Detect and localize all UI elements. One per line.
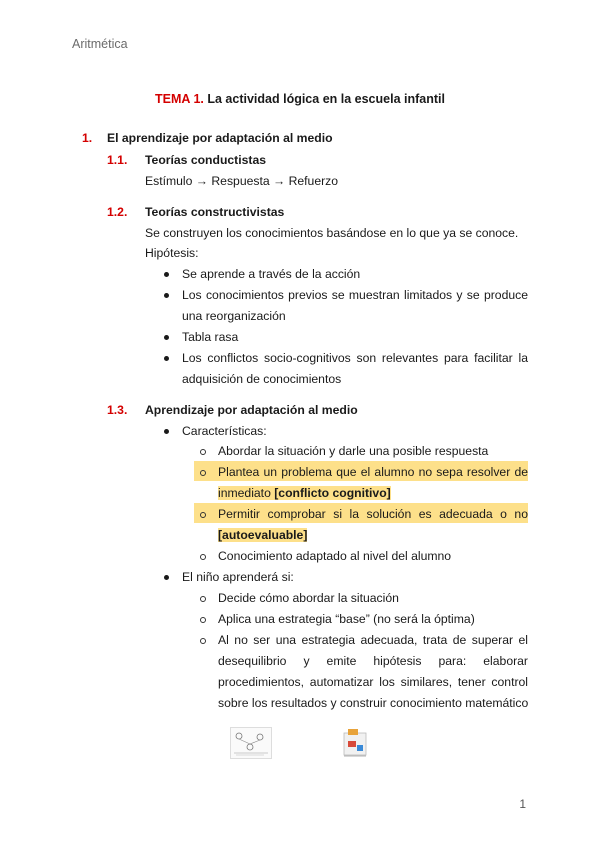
hypothesis-3: Tabla rasa bbox=[182, 330, 239, 344]
section-1-number: 1. bbox=[82, 131, 93, 145]
section-1-1-number: 1.1. bbox=[107, 153, 128, 167]
bullet-icon bbox=[164, 272, 169, 277]
hypothesis-1: Se aprende a través de la acción bbox=[182, 267, 361, 281]
characteristic-3-line-1: Permitir comprobar si la solución es adecuada o no bbox=[218, 507, 528, 521]
hypothesis-4-line-1: Los conflictos socio-cognitivos son relevantes para facilitar la bbox=[182, 351, 528, 365]
characteristic-4: Conocimiento adaptado al nivel del alumno bbox=[218, 549, 452, 563]
section-1-title: El aprendizaje por adaptación al medio bbox=[107, 131, 333, 145]
circle-bullet-icon bbox=[200, 638, 206, 644]
bullet-icon bbox=[164, 356, 169, 361]
circle-bullet-icon bbox=[200, 449, 206, 455]
bullet-icon bbox=[164, 575, 169, 580]
hypothesis-4-line-2: adquisición de conocimientos bbox=[182, 372, 342, 386]
hypothesis-2-line-2: una reorganización bbox=[182, 309, 286, 323]
condition-3-line-4: sobre los resultados y construir conocimiento matemático bbox=[218, 696, 529, 710]
circle-bullet-icon bbox=[200, 554, 206, 560]
illustration-thumbnail-image bbox=[340, 727, 370, 759]
title-prefix: TEMA 1. bbox=[155, 92, 204, 106]
autoevaluable-label: [autoevaluable] bbox=[218, 528, 308, 542]
title-text: La actividad lógica en la escuela infantil bbox=[207, 92, 445, 106]
circle-bullet-icon bbox=[200, 617, 206, 623]
section-1-2-line2: Hipótesis: bbox=[145, 246, 199, 260]
document-header: Aritmética bbox=[72, 37, 128, 51]
bullet-icon bbox=[164, 293, 169, 298]
conflict-label: [conflicto cognitivo] bbox=[274, 486, 391, 500]
characteristic-3-line-2 bbox=[218, 528, 307, 542]
document-title bbox=[0, 92, 600, 106]
diagram-thumbnail-image bbox=[230, 727, 272, 759]
section-1-1-body: Estímulo → Respuesta → Refuerzo bbox=[145, 174, 339, 188]
section-1-3-number: 1.3. bbox=[107, 403, 128, 417]
section-1-2-title: Teorías constructivistas bbox=[145, 205, 285, 219]
bullet-icon bbox=[164, 335, 169, 340]
characteristic-1: Abordar la situación y darle una posible respuesta bbox=[218, 444, 489, 458]
section-1-2-line1: Se construyen los conocimientos basándose en lo que ya se conoce. bbox=[145, 226, 519, 240]
characteristic-2-text: inmediato bbox=[218, 486, 271, 500]
condition-3-line-3: procedimientos, automatizar los similares, tener control bbox=[218, 675, 528, 689]
circle-bullet-icon bbox=[200, 596, 206, 602]
section-1-3-title: Aprendizaje por adaptación al medio bbox=[145, 403, 358, 417]
child-learns-label: El niño aprenderá si: bbox=[182, 570, 294, 584]
characteristic-2-line-2 bbox=[218, 486, 391, 500]
characteristic-2-line-1: Plantea un problema que el alumno no sepa resolver de bbox=[218, 465, 528, 479]
condition-3-line-2: desequilibrio y emite hipótesis para: elaborar bbox=[218, 654, 528, 668]
condition-2: Aplica una estrategia “base” (no será la óptima) bbox=[218, 612, 475, 626]
section-1-1-title: Teorías conductistas bbox=[145, 153, 267, 167]
circle-bullet-icon bbox=[200, 512, 206, 518]
bullet-icon bbox=[164, 429, 169, 434]
condition-3-line-1: Al no ser una estrategia adecuada, trata de superar el bbox=[218, 633, 528, 647]
section-1-2-number: 1.2. bbox=[107, 205, 128, 219]
condition-1: Decide cómo abordar la situación bbox=[218, 591, 399, 605]
page-number: 1 bbox=[519, 797, 526, 811]
characteristics-label: Características: bbox=[182, 424, 267, 438]
circle-bullet-icon bbox=[200, 470, 206, 476]
hypothesis-2-line-1: Los conocimientos previos se muestran limitados y se produce bbox=[182, 288, 528, 302]
